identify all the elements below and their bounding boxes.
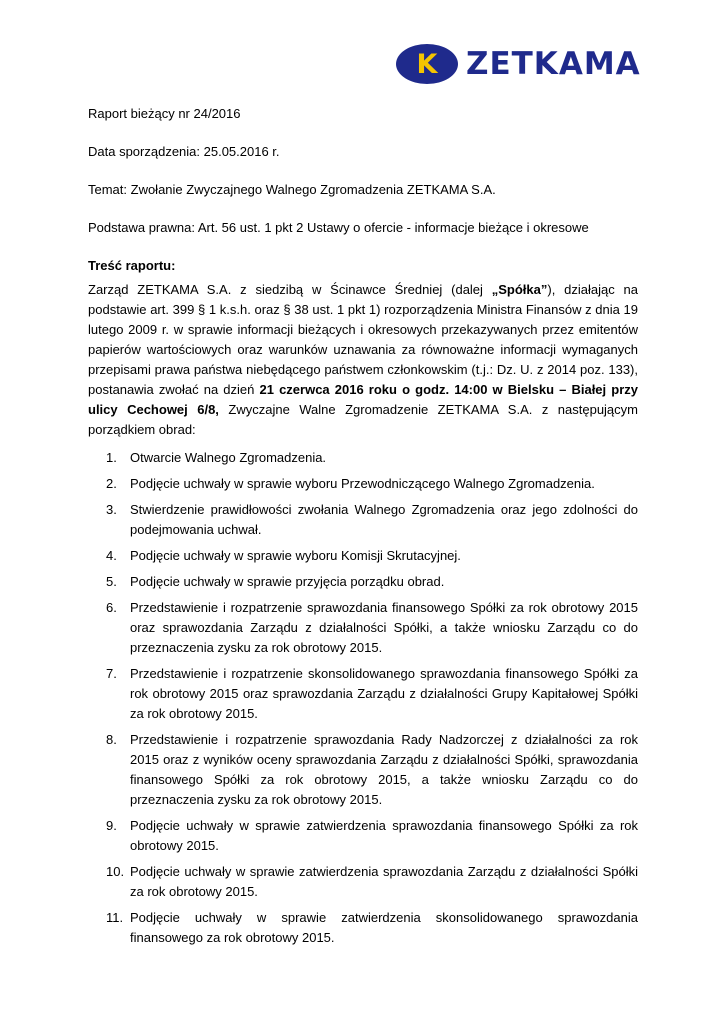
- agenda-item: [88, 598, 638, 658]
- agenda-item: [88, 730, 638, 810]
- agenda-item-number: 4.: [106, 548, 117, 563]
- agenda-item-text: Podjęcie uchwały w sprawie wyboru Komisji Skrutacyjnej.: [130, 548, 461, 563]
- zetkama-logo-mark-icon: [396, 44, 458, 84]
- body-text-part-3: Zwyczajne Walne Zgromadzenie ZETKAMA S.A. z następującym porządkiem obrad:: [88, 402, 638, 437]
- legal-basis: Podstawa prawna: Art. 56 ust. 1 pkt 2 Ustawy o ofercie - informacje bieżące i okresowe: [88, 220, 589, 235]
- company-alias: „Spółka”: [491, 282, 548, 297]
- report-number: Raport bieżący nr 24/2016: [88, 106, 241, 121]
- agenda-item-number: 2.: [106, 476, 117, 491]
- body-text-part-2: ), działając na podstawie art. 399 § 1 k.s.h. oraz § 38 ust. 1 pkt 1) rozporządzenia Ministra Finansów z dnia 19 lutego 2009 r. w sprawie informacji bieżących i okresowych przekazywanych przez emitentów papierów wartościowych oraz warunków uznawania za równoważne informacji wymaganych przepisami prawa państwa niebędącego państwem członkowskim (t.j.: Dz. U. z 2014 poz. 133), postanawia zwołać na dzień: [88, 282, 638, 397]
- agenda-item: [88, 908, 638, 948]
- report-body-paragraph: [88, 280, 638, 440]
- agenda-item-text: Przedstawienie i rozpatrzenie skonsolidowanego sprawozdania finansowego Spółki za rok obrotowy 2015 oraz sprawozdania Zarządu z działalności Grupy Kapitałowej Spółki za rok obrotowy 2015.: [130, 666, 638, 721]
- report-subject: Temat: Zwołanie Zwyczajnego Walnego Zgromadzenia ZETKAMA S.A.: [88, 182, 496, 197]
- svg-text:K: K: [416, 49, 438, 80]
- agenda-list: [88, 448, 638, 948]
- agenda-item-number: 3.: [106, 502, 117, 517]
- agenda-item-text: Przedstawienie i rozpatrzenie sprawozdania Rady Nadzorczej z działalności za rok 2015 oraz z wyników oceny sprawozdania Zarządu z działalności Spółki, sprawozdania finansowego Spółki za rok obrotowy 2015, a także wniosku Zarządu co do przeznaczenia zysku za rok obrotowy 2015.: [130, 732, 638, 807]
- agenda-item: [88, 546, 638, 566]
- agenda-item: [88, 500, 638, 540]
- agenda-item: [88, 862, 638, 902]
- agenda-item-number: 8.: [106, 732, 117, 747]
- agenda-item: [88, 816, 638, 856]
- agenda-item: [88, 572, 638, 592]
- agenda-item-text: Podjęcie uchwały w sprawie wyboru Przewodniczącego Walnego Zgromadzenia.: [130, 476, 595, 491]
- report-document: [88, 104, 638, 954]
- agenda-item-text: Podjęcie uchwały w sprawie przyjęcia porządku obrad.: [130, 574, 445, 589]
- report-date: Data sporządzenia: 25.05.2016 r.: [88, 144, 280, 159]
- agenda-item-text: Podjęcie uchwały w sprawie zatwierdzenia sprawozdania finansowego Spółki za rok obrotowy 2015.: [130, 818, 638, 853]
- brand-name: ZETKAMA: [466, 45, 641, 82]
- agenda-item: [88, 448, 638, 468]
- agenda-item: [88, 474, 638, 494]
- agenda-item-number: 5.: [106, 574, 117, 589]
- meeting-date-location: 21 czerwca 2016 roku o godz. 14:00 w Bielsku – Białej przy ulicy Cechowej 6/8,: [88, 382, 638, 417]
- agenda-item-text: Podjęcie uchwały w sprawie zatwierdzenia sprawozdania Zarządu z działalności Spółki za rok obrotowy 2015.: [130, 864, 638, 899]
- agenda-item-text: Stwierdzenie prawidłowości zwołania Walnego Zgromadzenia oraz jego zdolności do podejmowania uchwał.: [130, 502, 638, 537]
- agenda-item-number: 7.: [106, 666, 117, 681]
- agenda-item-text: Podjęcie uchwały w sprawie zatwierdzenia skonsolidowanego sprawozdania finansowego za rok obrotowy 2015.: [130, 910, 638, 945]
- agenda-item-text: Otwarcie Walnego Zgromadzenia.: [130, 450, 327, 465]
- body-text-part-1: Zarząd ZETKAMA S.A. z siedzibą w Ścinawce Średniej (dalej: [88, 282, 492, 297]
- agenda-item-text: Przedstawienie i rozpatrzenie sprawozdania finansowego Spółki za rok obrotowy 2015 oraz sprawozdania Zarządu z działalności Spółki, a także wniosku Zarządu co do przeznaczenia zysku za rok obrotowy 2015.: [130, 600, 638, 655]
- agenda-item-number: 1.: [106, 450, 117, 465]
- agenda-item: [88, 664, 638, 724]
- company-logo: [396, 44, 641, 84]
- agenda-item-number: 10.: [106, 864, 125, 879]
- content-heading: Treść raportu:: [88, 258, 176, 273]
- agenda-item-number: 6.: [106, 600, 117, 615]
- agenda-item-number: 9.: [106, 818, 117, 833]
- agenda-item-number: 11.: [106, 910, 124, 925]
